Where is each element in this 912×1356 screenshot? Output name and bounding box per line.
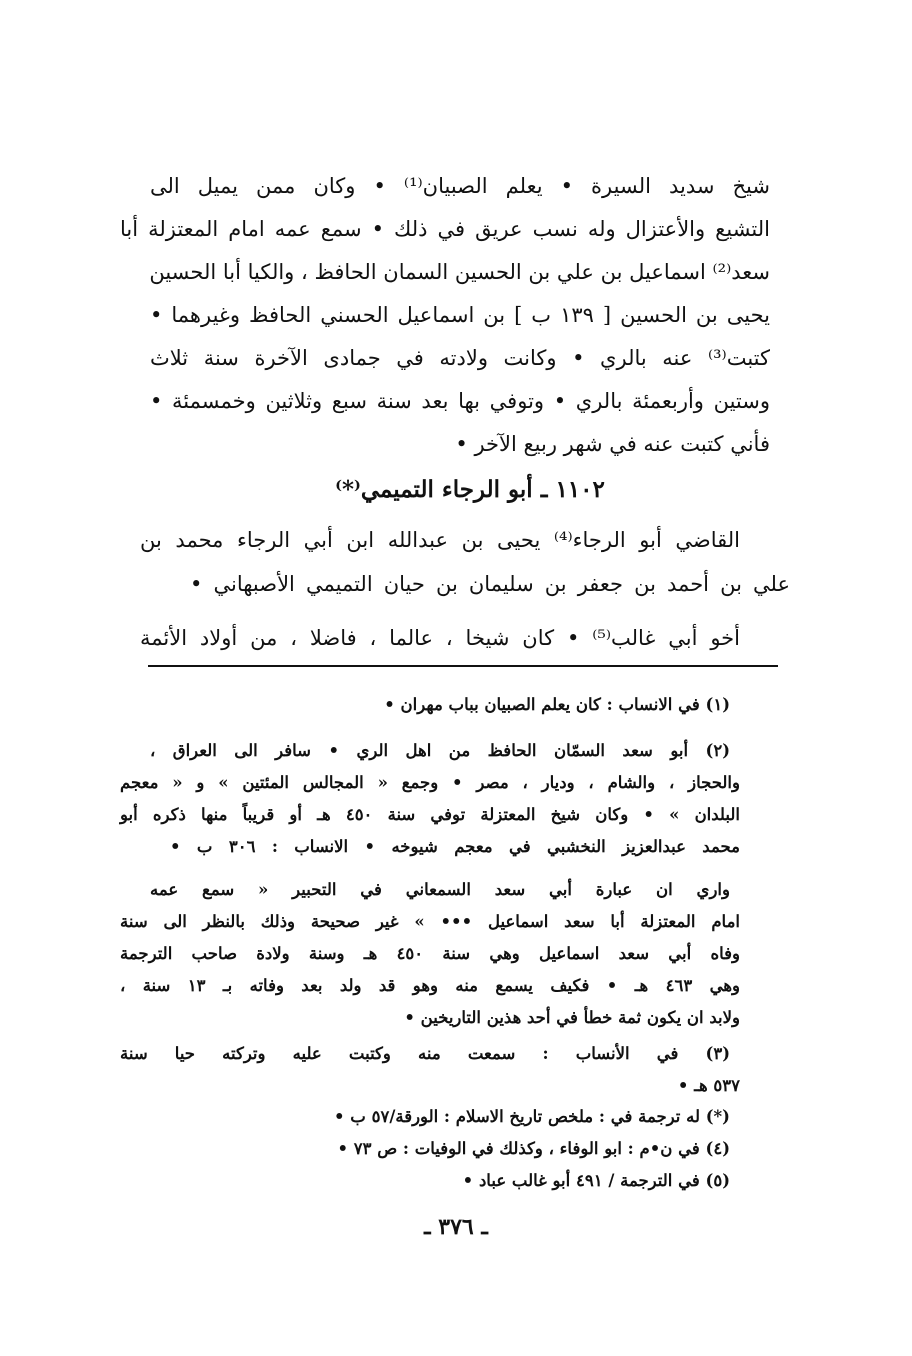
footnote-2-line: (٢) أبو سعد السمّان الحافظ من اهل الري • سافر الى العراق ، xyxy=(150,741,730,760)
footnote-2-line: والحجاز ، والشام ، وديار ، مصر • وجمع « المجالس المئتين » و « معجم xyxy=(120,773,740,792)
body-line: يحيى بن الحسين [ ١٣٩ ب ] بن اسماعيل الحسني الحافظ وغيرهما • xyxy=(150,303,770,327)
body-line: شيخ سديد السيرة • يعلم الصبيان⁽¹⁾ • وكان ممن يميل الى xyxy=(150,174,770,198)
page-number: ـ ٣٧٦ ـ xyxy=(424,1214,488,1240)
footnote-3-line: ٥٣٧ هـ • xyxy=(677,1076,740,1095)
body-line: القاضي أبو الرجاء⁽⁴⁾ يحيى بن عبدالله ابن أبي الرجاء محمد بن xyxy=(140,528,741,552)
body-line: سعد⁽²⁾ اسماعيل بن علي بن الحسين السمان الحافظ ، والكيا أبا الحسين xyxy=(149,260,770,284)
footnote-2-line: محمد عبدالعزيز النخشبي في معجم شيوخه • الانساب : ٣٠٦ ب • xyxy=(170,837,740,856)
footnote-star: (*) له ترجمة في : ملخص تاريخ الاسلام : الورقة/٥٧ ب • xyxy=(334,1107,730,1126)
footnote-separator xyxy=(148,665,778,667)
body-line: وستين وأربعمئة بالري • وتوفي بها بعد سنة سبع وثلاثين وخمسمئة • xyxy=(150,389,770,413)
body-line: كتبت⁽³⁾ عنه بالري • وكانت ولادته في جمادى الآخرة سنة ثلاث xyxy=(150,346,770,370)
footnote-4: (٤) في ن•م : ابو الوفاء ، وكذلك في الوفيات : ص ٧٣ • xyxy=(337,1139,730,1158)
editor-note-line: ولابد ان يكون ثمة خطأ في أحد هذين التاريخين • xyxy=(404,1008,740,1027)
footnote-1: (١) في الانساب : كان يعلم الصبيان بباب مهران • xyxy=(384,695,730,714)
body-line: علي بن أحمد بن جعفر بن سليمان بن حيان التميمي الأصبهاني • xyxy=(190,572,790,596)
editor-note-line: وهي ٤٦٣ هـ • فكيف يسمع منه وهو قد ولد بعد وفاته بـ ١٣ سنة ، xyxy=(120,976,741,995)
body-line: أخو أبي غالب⁽⁵⁾ • كان شيخا ، عالما ، فاضلا ، من أولاد الأئمة xyxy=(140,626,740,650)
footnote-2-line: البلدان » • وكان شيخ المعتزلة توفي سنة ٤٥٠ هـ أو قريباً منها ذكره أبو xyxy=(120,805,740,824)
footnote-3-line: (٣) في الأنساب : سمعت منه وكتبت عليه وتركته حيا سنة xyxy=(120,1044,730,1063)
editor-note-line: امام المعتزلة أبا سعد اسماعيل ••• » غير صحيحة وذلك بالنظر الى سنة xyxy=(120,912,740,931)
body-line: فأني كتبت عنه في شهر ربيع الآخر • xyxy=(455,432,770,456)
entry-title: ١١٠٢ ـ أبو الرجاء التميمي⁽*⁾ xyxy=(335,476,605,503)
editor-note-line: وفاه أبي سعد اسماعيل وهي سنة ٤٥٠ هـ وسنة ولادة صاحب الترجمة xyxy=(120,944,740,963)
body-line: التشيع والأعتزال وله نسب عريق في ذلك • سمع عمه امام المعتزلة أبا xyxy=(120,217,770,241)
footnote-5: (٥) في الترجمة / ٤٩١ أبو غالب عباد • xyxy=(462,1171,730,1190)
editor-note-line: واري ان عبارة أبي سعد السمعاني في التحبير « سمع عمه xyxy=(150,880,730,899)
